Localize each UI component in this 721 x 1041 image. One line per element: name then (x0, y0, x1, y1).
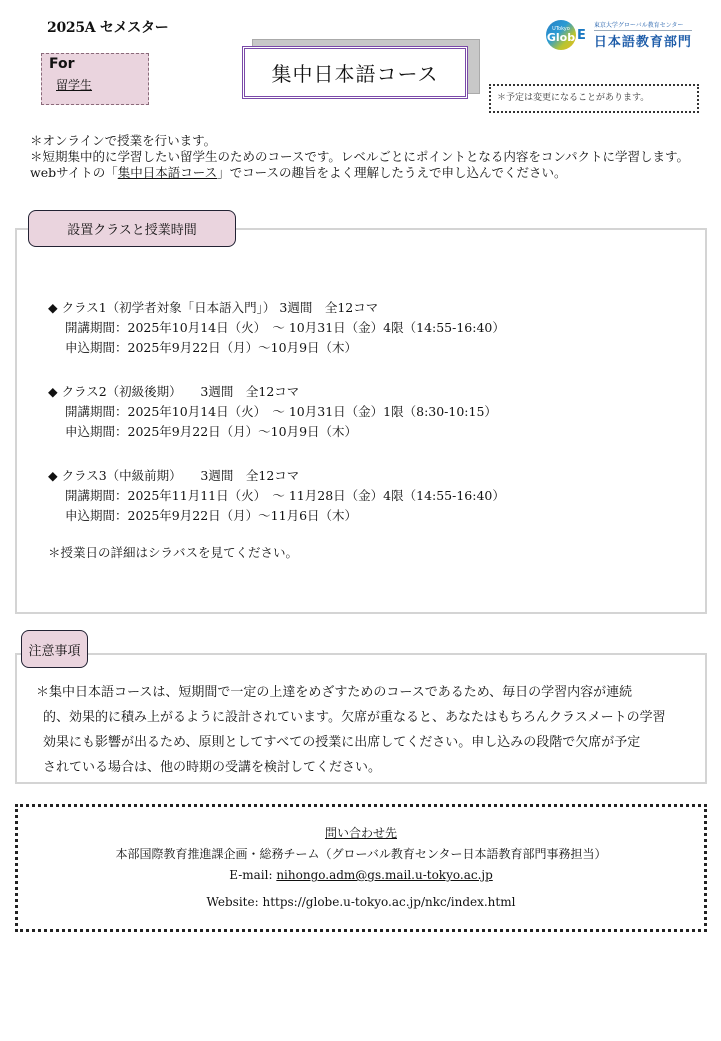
intro-line-1: ＊オンラインで授業を行います。 (30, 133, 217, 148)
class-item (48, 466, 505, 526)
logo-circle-small-text: UTokyo (552, 26, 570, 32)
contact-heading: 問い合わせ先 (324, 826, 397, 840)
contact-box (15, 804, 707, 932)
class-title: ◆ クラス1（初学者対象「日本語入門」） 3週間 全12コマ (48, 300, 379, 315)
schedule-change-notice: ＊予定は変更になることがあります。 (489, 84, 699, 113)
logo-circle-text: Glob (546, 31, 576, 44)
course-title: 集中日本語コース (271, 62, 439, 86)
logo-main-title: 日本語教育部門 (593, 35, 692, 50)
globe-logo-icon (546, 20, 576, 50)
logo-subtitle: 東京大学グローバル教育センター (594, 20, 692, 31)
class-item (48, 382, 505, 442)
logo-e: E (577, 27, 586, 43)
intro-line-2: ＊短期集中的に学習したい留学生のためのコースです。レベルごとにポイントとなる内容をコンパクトに学習します。 (30, 149, 690, 164)
intro-line-3-suffix: 」でコースの趣旨をよく理解したうえで申し込んでください。 (217, 165, 567, 180)
class-title: ◆ クラス3（中級前期） 3週間 全12コマ (48, 468, 300, 483)
semester-label: 2025A セメスター (47, 20, 169, 36)
email-link[interactable]: nihongo.adm@gs.mail.u-tokyo.ac.jp (276, 868, 493, 882)
course-title-box (242, 46, 468, 99)
audience-target: 留学生 (56, 78, 93, 92)
caution-line: ＊集中日本語コースは、短期間で一定の上達をめざすためのコースであるため、毎日の学習内容が連続 (36, 685, 633, 700)
caution-line: 的、効果的に積み上がるように設計されています。欠席が重なると、あなたはもちろんクラスメートの学習 (43, 710, 666, 725)
contact-website[interactable]: Website: https://globe.u-tokyo.ac.jp/nkc/index.html (206, 895, 516, 909)
contact-department: 本部国際教育推進課企画・総務チーム（グローバル教育センター日本語教育部門事務担当） (115, 847, 607, 861)
for-label: For (49, 56, 75, 72)
syllabus-note: ＊授業日の詳細はシラバスを見てください。 (48, 545, 299, 560)
globe-logo (546, 19, 711, 51)
classes-section-tab: 設置クラスと授業時間 (28, 210, 236, 247)
class-period: 開講期間：2025年10月14日（火） ～ 10月31日（金）1限（8:30-10:15） (65, 404, 497, 419)
class-application-period: 申込期間：2025年9月22日（月）～10月9日（木） (65, 424, 358, 439)
caution-line: 効果にも影響が出るため、原則としてすべての授業に出席してください。申し込みの段階で欠席が予定 (43, 735, 641, 750)
logo-text (594, 20, 692, 50)
caution-text (36, 680, 696, 780)
intro-text (30, 133, 720, 181)
email-label: E-mail: (229, 868, 277, 882)
intro-line-3 (30, 165, 720, 181)
caution-section-tab: 注意事項 (21, 630, 88, 668)
class-list (48, 298, 505, 550)
course-website-link[interactable]: 集中日本語コース (117, 165, 218, 180)
class-period: 開講期間：2025年10月14日（火） ～ 10月31日（金）4限（14:55-16:40） (65, 320, 505, 335)
class-application-period: 申込期間：2025年9月22日（月）～10月9日（木） (65, 340, 358, 355)
class-period: 開講期間：2025年11月11日（火） ～ 11月28日（金）4限（14:55-16:40） (65, 488, 505, 503)
intro-line-3-prefix: webサイトの「 (30, 165, 118, 180)
caution-line: されている場合は、他の時期の受講を検討してください。 (43, 760, 382, 775)
class-application-period: 申込期間：2025年9月22日（月）～11月6日（木） (65, 508, 358, 523)
audience-box (41, 53, 149, 105)
class-title: ◆ クラス2（初級後期） 3週間 全12コマ (48, 384, 300, 399)
contact-email-row (18, 865, 704, 886)
class-item (48, 298, 505, 358)
